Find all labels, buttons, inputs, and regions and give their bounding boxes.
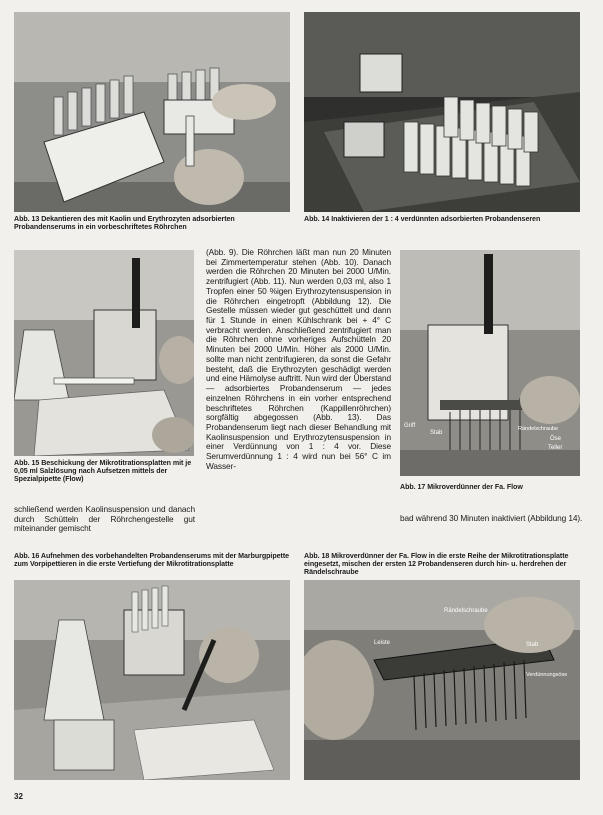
label-fig18-randelschraube: Rändelschraube — [444, 608, 488, 614]
caption-fig13: Abb. 13 Dekantieren des mit Kaolin und Erythrozyten adsorbierten Probandenserums in ein vorbeschriftetes Röhrchen — [14, 215, 235, 232]
label-fig17-teller: Teller — [548, 445, 563, 451]
label-fig17-stab: Stab — [430, 430, 443, 436]
caption-fig16: Abb. 16 Aufnehmen des vorbehandelten Probandenserums mit der Marburgpipette zum Vorpipettieren in die erste Vertiefung der Mikrotitrationsplatte — [14, 552, 290, 569]
body-text-left-column: schließend werden Kaolinsuspension und danach durch Schütteln der Röhrchengestelle gut miteinander gemischt — [14, 504, 195, 534]
label-fig18-leiste: Leiste — [374, 640, 391, 646]
caption-fig18: Abb. 18 Mikroverdünner der Fa. Flow in die erste Reihe der Mikrotitrationsplatte eingesetzt, mischen der ersten 12 Probandenseren durch hin- u. herdrehen der Rändelschraube — [304, 552, 569, 577]
label-fig18-stab: Stab — [526, 642, 539, 648]
body-text-center-column: (Abb. 9). Die Röhrchen läßt man nun 20 Minuten bei Zimmertemperatur stehen (Abb. 10). Danach werden die Röhrchen 20 Minuten bei 2000 U/Min. zentrifugiert (Abb. 11). Nun werden 0,03 ml, also 1 Tropfen einer 50 %igen Erythrozytensuspension in die Röhrchen eingetropft (Abbildung 12). Die Gestelle müssen wieder gut geschüttelt und dann für 1 Stunde in einen Kühlschrank bei + 4° C verbracht werden. Anschließend zentrifugiert man die Röhrchen ohne vorheriges Aufschütteln 20 Minuten bei 2000 U/Min. Höher als 2000 U/Min. sollte man nicht zentrifugieren, da sonst die Gefahr besteht, daß die Erythrozyten geschädigt werden und eine Hämolyse auftritt. Nun wird der Überstand — adsorbiertes Probandenserum — jedes einzelnen Röhrchens in ein vorher entsprechend beschriftetes Röhrchen (Kappillenröhrchen) sorgfältig abgegossen (Abb. 13). Das Probandenserum liegt nach dieser Behandlung mit Kaolinsuspension und Erythrozytensuspension in einer Verdünnung von 1 : 4 vor. Diese Serumverdünnung 1 : 4 wird nun bei 56° C im Wasser- — [206, 247, 391, 471]
page-number: 32 — [14, 792, 23, 801]
label-fig17-griff: Griff — [404, 423, 416, 429]
label-fig17-ose: Öse — [550, 436, 562, 442]
label-fig17-randelschraube: Rändelschraube — [518, 426, 559, 432]
caption-fig17: Abb. 17 Mikroverdünner der Fa. Flow — [400, 483, 523, 491]
photo-fig13 — [14, 12, 290, 212]
caption-fig15: Abb. 15 Beschickung der Mikrotitrationsplatten mit je 0,05 ml Salzlösung nach Aufsetzen mittels der Spezialpipette (Flow) — [14, 459, 192, 484]
photo-fig17 — [400, 250, 580, 476]
caption-fig14: Abb. 14 Inaktivieren der 1 : 4 verdünnten adsorbierten Probandenseren — [304, 215, 541, 223]
photo-fig15 — [14, 250, 194, 456]
label-fig18-verdunnungsose: Verdünnungsöse — [526, 672, 568, 678]
body-text-right-column: bad während 30 Minuten inaktiviert (Abbildung 14). — [400, 513, 583, 523]
photo-fig18 — [304, 580, 580, 780]
photo-fig14 — [304, 12, 580, 212]
photo-fig16 — [14, 580, 290, 780]
